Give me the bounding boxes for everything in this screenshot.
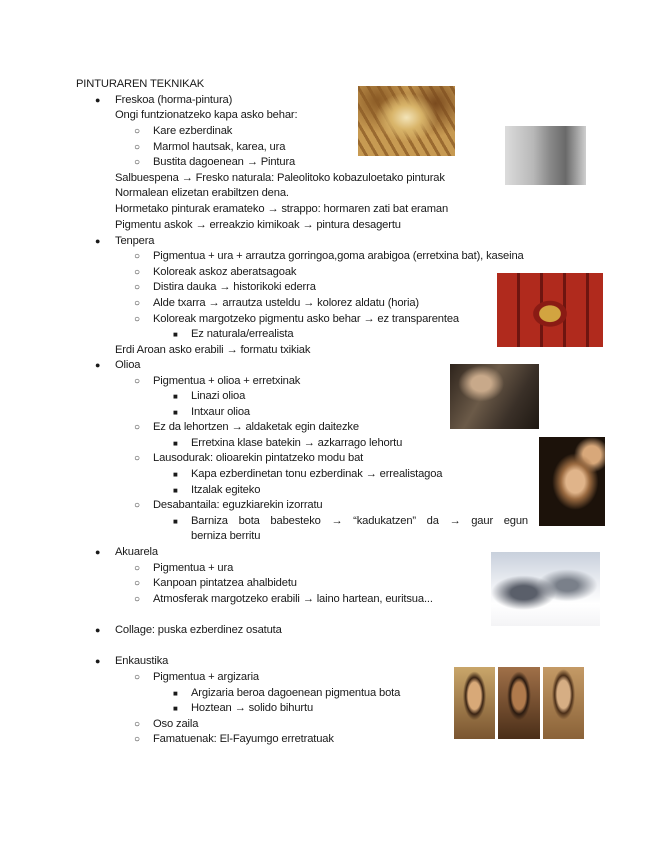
bullet-l2: ○ bbox=[134, 314, 140, 325]
olioa-sub: Itzalak egiteko bbox=[191, 484, 261, 496]
bullet-l3: ■ bbox=[173, 470, 178, 479]
bullet-l2: ○ bbox=[134, 126, 140, 137]
oil-child-painting-image bbox=[539, 437, 605, 526]
akuarela-label: Akuarela bbox=[115, 546, 158, 558]
tenpera-item: Koloreak margotzeko pigmentu asko behar → ez transparentea bbox=[153, 313, 459, 325]
bullet-l2: ○ bbox=[134, 594, 140, 605]
tenpera-item: Alde txarra → arrautza usteldu → kolorez aldatu (horia) bbox=[153, 297, 419, 309]
bullet-l3: ■ bbox=[173, 330, 178, 339]
watercolor-landscape-image bbox=[491, 552, 600, 626]
fresko-item: Kare ezberdinak bbox=[153, 125, 233, 137]
tempera-altarpiece-image bbox=[497, 273, 603, 347]
bullet-l3: ■ bbox=[173, 689, 178, 698]
fresko-intro: Ongi funtzionatzeko kapa asko behar: bbox=[115, 109, 298, 121]
bullet-l2: ○ bbox=[134, 672, 140, 683]
enkaustika-item: Oso zaila bbox=[153, 718, 199, 730]
fresko-note: Hormetako pinturak eramateko → strappo: hormaren zati bat eraman bbox=[115, 203, 449, 215]
strappo-photo-image bbox=[505, 126, 586, 185]
akuarela-item: Kanpoan pintatzea ahalbidetu bbox=[153, 577, 297, 589]
bullet-l2: ○ bbox=[134, 734, 140, 745]
bullet-l3: ■ bbox=[173, 486, 178, 495]
akuarela-item: Pigmentua + ura bbox=[153, 562, 234, 574]
bullet-l1: ● bbox=[95, 625, 101, 635]
fayum-portrait-3 bbox=[543, 667, 584, 739]
tenpera-sub: Ez naturala/errealista bbox=[191, 328, 294, 340]
olioa-sub-cont: berniza berritu bbox=[191, 530, 261, 542]
fresko-label: Freskoa (horma-pintura) bbox=[115, 94, 233, 106]
enkaustika-sub: Argizaria beroa dagoenean pigmentua bota bbox=[191, 687, 401, 699]
bullet-l2: ○ bbox=[134, 267, 140, 278]
bullet-l1: ● bbox=[95, 236, 101, 246]
olioa-item: Ez da lehortzen → aldaketak egin daitezke bbox=[153, 421, 359, 433]
bullet-l2: ○ bbox=[134, 376, 140, 387]
fresko-note: Normalean elizetan erabiltzen dena. bbox=[115, 187, 289, 199]
olioa-sub: Intxaur olioa bbox=[191, 406, 250, 418]
fresko-item: Bustita dagoenean → Pintura bbox=[153, 156, 296, 168]
enkaustika-item: Famatuenak: El-Fayumgo erretratuak bbox=[153, 733, 334, 745]
olioa-sub: Kapa ezberdinetan tonu ezberdinak → errealistagoa bbox=[191, 468, 443, 480]
fayum-portraits-image bbox=[454, 667, 584, 739]
tenpera-note: Erdi Aroan asko erabili → formatu txikiak bbox=[115, 344, 311, 356]
bullet-l2: ○ bbox=[134, 563, 140, 574]
bullet-l2: ○ bbox=[134, 719, 140, 730]
olioa-label: Olioa bbox=[115, 359, 141, 371]
fresko-note: Salbuespena → Fresko naturala: Paleolitoko kobazuloetako pinturak bbox=[115, 172, 445, 184]
bullet-l2: ○ bbox=[134, 453, 140, 464]
bullet-l3: ■ bbox=[173, 408, 178, 417]
fayum-portrait-2 bbox=[498, 667, 539, 739]
bullet-l3: ■ bbox=[173, 517, 178, 526]
bullet-l3: ■ bbox=[173, 392, 178, 401]
fresko-note: Pigmentu askok → erreakzio kimikoak → pintura desagertu bbox=[115, 219, 401, 231]
bullet-l2: ○ bbox=[134, 500, 140, 511]
fresko-item: Marmol hautsak, karea, ura bbox=[153, 141, 286, 153]
bullet-l2: ○ bbox=[134, 251, 140, 262]
bullet-l1: ● bbox=[95, 656, 101, 666]
oil-angel-painting-image bbox=[450, 364, 539, 429]
olioa-item: Desabantaila: eguzkiarekin izorratu bbox=[153, 499, 323, 511]
bullet-l1: ● bbox=[95, 360, 101, 370]
tenpera-item: Distira dauka → historikoki ederra bbox=[153, 281, 316, 293]
olioa-item: Pigmentua + olioa + erretxinak bbox=[153, 375, 301, 387]
bullet-l3: ■ bbox=[173, 439, 178, 448]
bullet-l2: ○ bbox=[134, 422, 140, 433]
bullet-l2: ○ bbox=[134, 142, 140, 153]
enkaustika-item: Pigmentua + argizaria bbox=[153, 671, 259, 683]
fresco-ceiling-image bbox=[358, 86, 455, 156]
olioa-sub: Linazi olioa bbox=[191, 390, 246, 402]
akuarela-item: Atmosferak margotzeko erabili → laino hartean, euritsua... bbox=[153, 593, 433, 605]
bullet-l2: ○ bbox=[134, 157, 140, 168]
enkaustika-sub: Hoztean → solido bihurtu bbox=[191, 702, 314, 714]
tenpera-item: Koloreak askoz aberatsagoak bbox=[153, 266, 297, 278]
fayum-portrait-1 bbox=[454, 667, 495, 739]
enkaustika-label: Enkaustika bbox=[115, 655, 169, 667]
bullet-l1: ● bbox=[95, 547, 101, 557]
olioa-sub: Erretxina klase batekin → azkarrago lehortu bbox=[191, 437, 403, 449]
bullet-l2: ○ bbox=[134, 578, 140, 589]
bullet-l3: ■ bbox=[173, 704, 178, 713]
collage-label: Collage: puska ezberdinez osatuta bbox=[115, 624, 282, 636]
tenpera-item: Pigmentua + ura + arrautza gorringoa,goma arabigoa (erretxina bat), kaseina bbox=[153, 250, 524, 262]
olioa-item: Lausodurak: olioarekin pintatzeko modu bat bbox=[153, 452, 364, 464]
page-title: PINTURAREN TEKNIKAK bbox=[76, 78, 205, 90]
bullet-l2: ○ bbox=[134, 298, 140, 309]
bullet-l1: ● bbox=[95, 95, 101, 105]
bullet-l2: ○ bbox=[134, 282, 140, 293]
olioa-sub: Barniza bota babesteko → “kadukatzen” da → gaur egun bbox=[191, 515, 528, 527]
tenpera-label: Tenpera bbox=[115, 235, 155, 247]
